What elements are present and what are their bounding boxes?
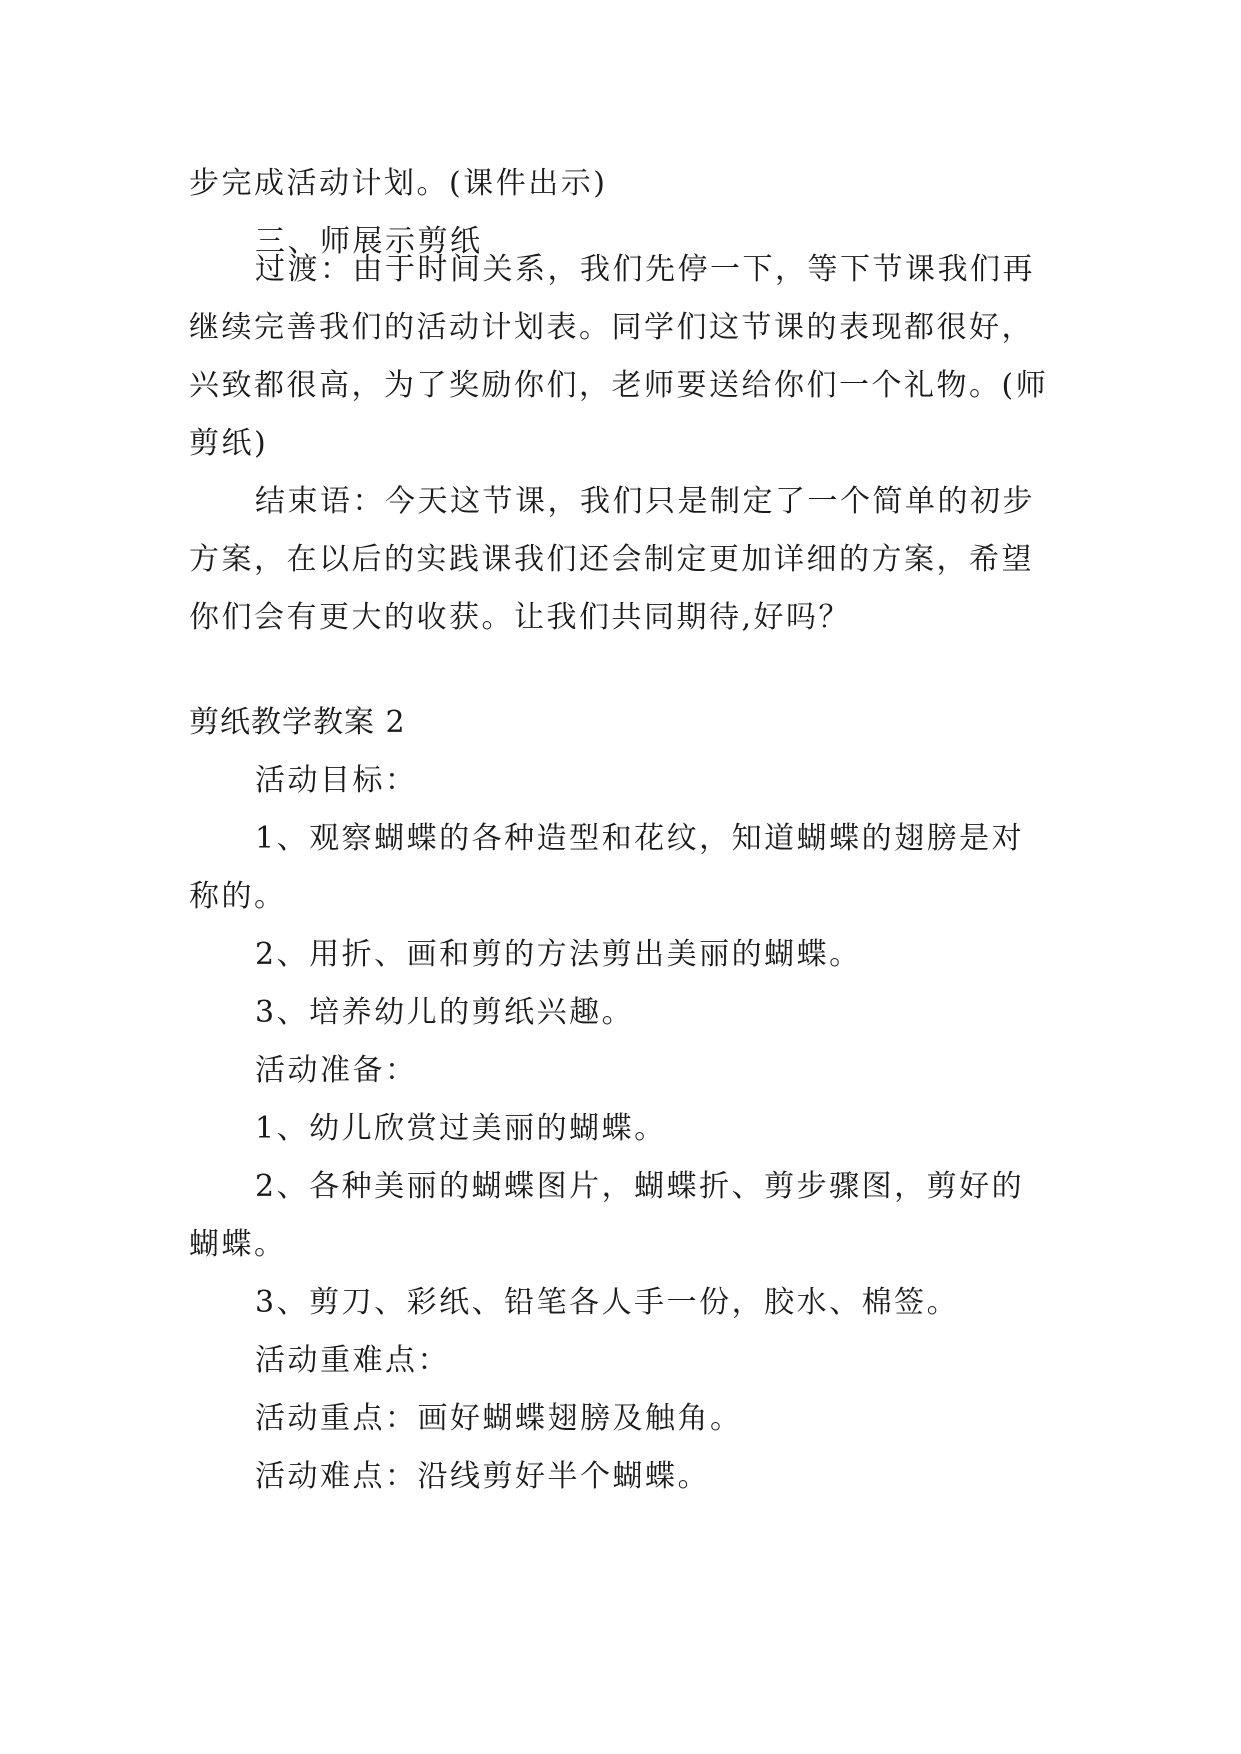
list-item: 1、幼儿欣赏过美丽的蝴蝶。 <box>255 1111 667 1146</box>
list-item: 3、培养幼儿的剪纸兴趣。 <box>255 995 635 1030</box>
list-item: 3、剪刀、彩纸、铅笔各人手一份，胶水、棉签。 <box>255 1285 960 1320</box>
section-heading: 三、师展示剪纸 <box>255 224 483 259</box>
paragraph-line: 称的。 <box>189 879 287 914</box>
list-item: 1、观察蝴蝶的各种造型和花纹，知道蝴蝶的翅膀是对 <box>255 821 1025 856</box>
paragraph-line: 活动重点：画好蝴蝶翅膀及触角。 <box>255 1401 743 1436</box>
paragraph-line: 过渡：由于时间关系，我们先停一下，等下节课我们再 <box>255 252 1035 287</box>
list-item: 2、用折、画和剪的方法剪出美丽的蝴蝶。 <box>255 937 862 972</box>
document-title: 剪纸教学教案 2 <box>189 705 406 740</box>
paragraph-line: 剪纸) <box>189 426 269 461</box>
section-heading: 活动目标： <box>255 763 418 798</box>
paragraph-line: 兴致都很高，为了奖励你们，老师要送给你们一个礼物。(师 <box>189 368 1049 403</box>
list-item: 2、各种美丽的蝴蝶图片，蝴蝶折、剪步骤图，剪好的 <box>255 1169 1025 1204</box>
paragraph-line: 继续完善我们的活动计划表。同学们这节课的表现都很好， <box>189 310 1034 345</box>
section-heading: 活动重难点： <box>255 1343 450 1378</box>
paragraph-line: 活动难点：沿线剪好半个蝴蝶。 <box>255 1459 710 1494</box>
paragraph-line: 步完成活动计划。(课件出示) <box>189 166 608 201</box>
paragraph-line: 结束语：今天这节课，我们只是制定了一个简单的初步 <box>255 484 1035 519</box>
paragraph-line: 蝴蝶。 <box>189 1227 287 1262</box>
paragraph-line: 你们会有更大的收获。让我们共同期待,好吗？ <box>189 600 852 635</box>
section-heading: 活动准备： <box>255 1053 418 1088</box>
paragraph-line: 方案，在以后的实践课我们还会制定更加详细的方案，希望 <box>189 542 1034 577</box>
